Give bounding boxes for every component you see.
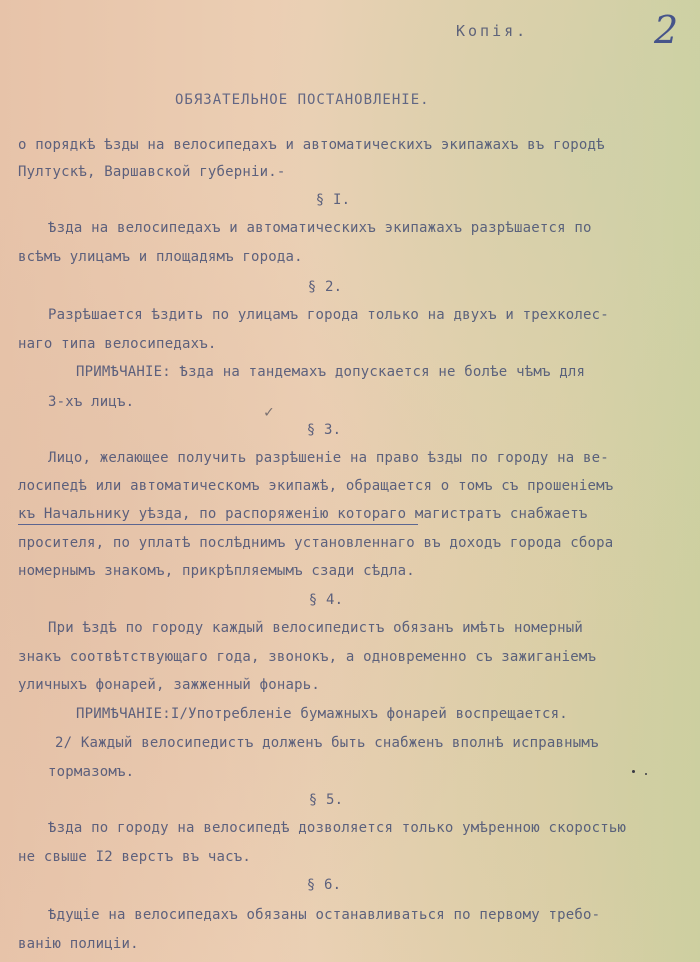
section-4-note-line-3: тормазомъ. — [48, 764, 135, 780]
subtitle-line-1: о порядкѣ ѣзды на велосипедахъ и автоматическихъ экипажахъ въ городѣ — [18, 137, 605, 153]
subtitle-line-2: Пултускѣ, Варшавской губерніи.- — [18, 164, 286, 180]
document-title: ОБЯЗАТЕЛЬНОЕ ПОСТАНОВЛЕНІЕ. — [175, 92, 430, 108]
section-2-note-line-2: 3-хъ лицъ. — [48, 394, 135, 410]
section-3-line-4: просителя, по уплатѣ послѣднимъ установленнаго въ доходъ города сбора — [18, 535, 614, 551]
section-3-line-3: къ Начальнику уѣзда, по распоряженію котораго магистратъ снабжаетъ — [18, 506, 588, 522]
section-1-line-1: Ѣзда на велосипедахъ и автоматическихъ экипажахъ разрѣшается по — [48, 220, 592, 236]
section-2-heading: § 2. — [307, 279, 343, 295]
copy-label: Копія. — [456, 22, 529, 40]
section-6-heading: § 6. — [306, 877, 342, 893]
section-3-line-1: Лицо, желающее получить разрѣшеніе на право ѣзды по городу на ве- — [48, 450, 609, 466]
section-3-line-2: лосипедѣ или автоматическомъ экипажѣ, обращается о томъ съ прошеніемъ — [18, 478, 614, 494]
section-6-line-2: ванію полиціи. — [18, 936, 139, 952]
pencil-check-mark: ✓ — [264, 402, 274, 421]
handwritten-page-number: 2 — [654, 8, 679, 52]
section-1-line-2: всѣмъ улицамъ и площадямъ города. — [18, 249, 303, 265]
section-5-heading: § 5. — [308, 792, 344, 808]
section-4-heading: § 4. — [308, 592, 344, 608]
section-2-line-1: Разрѣшается ѣздить по улицамъ города только на двухъ и трехколес- — [48, 307, 609, 323]
section-1-heading: § I. — [315, 192, 351, 208]
section-5-line-1: Ѣзда по городу на велосипедѣ дозволяется только умѣренною скоростью — [48, 820, 627, 836]
ink-speck — [645, 773, 647, 775]
section-2-note-line-1: ПРИМѢЧАНІЕ: Ѣзда на тандемахъ допускается не болѣе чѣмъ для — [76, 364, 586, 380]
section-3-heading: § 3. — [306, 422, 342, 438]
ink-speck — [632, 770, 635, 773]
section-5-line-2: не свыше I2 верстъ въ часъ. — [18, 849, 251, 865]
section-4-note-line-1: ПРИМѢЧАНІЕ:I/Употребленіе бумажныхъ фонарей воспрещается. — [76, 706, 568, 722]
section-4-line-3: уличныхъ фонарей, зажженный фонарь. — [18, 677, 321, 693]
section-2-line-2: наго типа велосипедахъ. — [18, 336, 217, 352]
section-3-line-5: номернымъ знакомъ, прикрѣпляемымъ сзади сѣдла. — [18, 563, 415, 579]
section-4-note-line-2: 2/ Каждый велосипедистъ долженъ быть снабженъ вполнѣ исправнымъ — [55, 735, 599, 751]
section-4-line-2: знакъ соотвѣтствующаго года, звонокъ, а одновременно съ зажиганіемъ — [18, 649, 597, 665]
section-4-line-1: При ѣздѣ по городу каждый велосипедистъ обязанъ имѣть номерный — [48, 620, 583, 636]
section-6-line-1: Ѣдущіе на велосипедахъ обязаны останавливаться по первому требо- — [48, 907, 601, 923]
ink-underline — [18, 524, 418, 525]
